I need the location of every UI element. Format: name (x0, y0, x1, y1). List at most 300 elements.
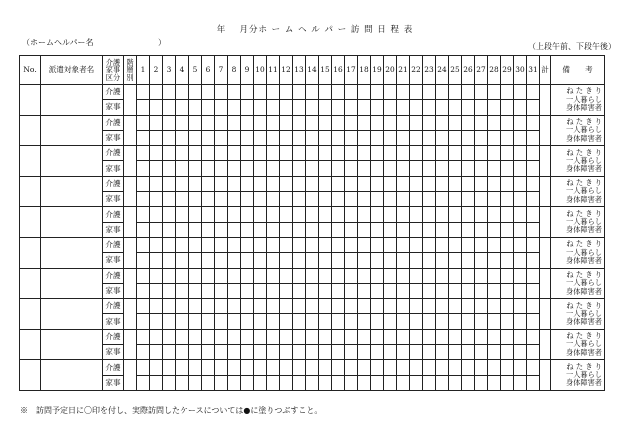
day-cell-am[interactable] (410, 299, 423, 314)
day-cell-am[interactable] (202, 176, 215, 191)
day-cell-pm[interactable] (501, 222, 514, 237)
day-cell-am[interactable] (319, 146, 332, 161)
day-cell-pm[interactable] (280, 283, 293, 298)
day-cell-pm[interactable] (137, 375, 150, 390)
gender-cell[interactable] (124, 85, 137, 116)
day-cell-am[interactable] (189, 207, 202, 222)
day-cell-pm[interactable] (527, 222, 540, 237)
day-cell-pm[interactable] (449, 283, 462, 298)
day-cell-pm[interactable] (436, 222, 449, 237)
day-cell-am[interactable] (436, 237, 449, 252)
day-cell-am[interactable] (410, 237, 423, 252)
day-cell-pm[interactable] (241, 192, 254, 207)
day-cell-pm[interactable] (254, 314, 267, 329)
day-cell-pm[interactable] (397, 345, 410, 360)
day-cell-am[interactable] (488, 207, 501, 222)
day-cell-am[interactable] (410, 207, 423, 222)
day-cell-pm[interactable] (202, 161, 215, 176)
day-cell-am[interactable] (488, 237, 501, 252)
day-cell-am[interactable] (449, 329, 462, 344)
day-cell-pm[interactable] (475, 345, 488, 360)
day-cell-pm[interactable] (423, 253, 436, 268)
day-cell-pm[interactable] (436, 161, 449, 176)
day-cell-pm[interactable] (488, 100, 501, 115)
day-cell-pm[interactable] (189, 314, 202, 329)
day-cell-am[interactable] (189, 115, 202, 130)
day-cell-pm[interactable] (501, 345, 514, 360)
day-cell-pm[interactable] (267, 253, 280, 268)
day-cell-am[interactable] (215, 115, 228, 130)
day-cell-pm[interactable] (384, 314, 397, 329)
day-cell-am[interactable] (475, 268, 488, 283)
day-cell-pm[interactable] (462, 283, 475, 298)
day-cell-am[interactable] (475, 176, 488, 191)
day-cell-am[interactable] (358, 85, 371, 100)
day-cell-am[interactable] (163, 85, 176, 100)
day-cell-am[interactable] (332, 146, 345, 161)
day-cell-am[interactable] (267, 115, 280, 130)
day-cell-am[interactable] (163, 115, 176, 130)
day-cell-am[interactable] (319, 207, 332, 222)
day-cell-am[interactable] (384, 85, 397, 100)
day-cell-pm[interactable] (241, 222, 254, 237)
day-cell-am[interactable] (345, 329, 358, 344)
day-cell-am[interactable] (501, 329, 514, 344)
day-cell-pm[interactable] (202, 222, 215, 237)
day-cell-am[interactable] (137, 115, 150, 130)
day-cell-pm[interactable] (397, 314, 410, 329)
day-cell-pm[interactable] (371, 222, 384, 237)
day-cell-am[interactable] (358, 207, 371, 222)
day-cell-pm[interactable] (189, 100, 202, 115)
day-cell-am[interactable] (462, 115, 475, 130)
day-cell-pm[interactable] (501, 283, 514, 298)
day-cell-pm[interactable] (137, 161, 150, 176)
day-cell-pm[interactable] (254, 222, 267, 237)
day-cell-am[interactable] (202, 299, 215, 314)
day-cell-pm[interactable] (410, 314, 423, 329)
day-cell-am[interactable] (267, 299, 280, 314)
day-cell-am[interactable] (150, 176, 163, 191)
day-cell-am[interactable] (488, 115, 501, 130)
day-cell-am[interactable] (423, 207, 436, 222)
day-cell-pm[interactable] (267, 192, 280, 207)
day-cell-pm[interactable] (475, 253, 488, 268)
day-cell-pm[interactable] (397, 161, 410, 176)
total-cell[interactable] (540, 360, 551, 391)
day-cell-pm[interactable] (293, 192, 306, 207)
day-cell-am[interactable] (267, 176, 280, 191)
day-cell-am[interactable] (241, 85, 254, 100)
day-cell-pm[interactable] (514, 375, 527, 390)
day-cell-am[interactable] (306, 85, 319, 100)
day-cell-am[interactable] (345, 207, 358, 222)
day-cell-pm[interactable] (423, 345, 436, 360)
day-cell-pm[interactable] (254, 253, 267, 268)
gender-cell[interactable] (124, 207, 137, 238)
day-cell-pm[interactable] (267, 314, 280, 329)
day-cell-pm[interactable] (137, 314, 150, 329)
day-cell-am[interactable] (358, 237, 371, 252)
day-cell-am[interactable] (436, 299, 449, 314)
day-cell-pm[interactable] (306, 283, 319, 298)
day-cell-am[interactable] (280, 268, 293, 283)
day-cell-am[interactable] (514, 146, 527, 161)
day-cell-am[interactable] (410, 268, 423, 283)
day-cell-pm[interactable] (358, 345, 371, 360)
day-cell-am[interactable] (241, 115, 254, 130)
day-cell-pm[interactable] (267, 375, 280, 390)
day-cell-am[interactable] (410, 85, 423, 100)
day-cell-pm[interactable] (254, 100, 267, 115)
day-cell-pm[interactable] (449, 345, 462, 360)
day-cell-pm[interactable] (150, 375, 163, 390)
day-cell-pm[interactable] (228, 161, 241, 176)
day-cell-pm[interactable] (150, 283, 163, 298)
day-cell-am[interactable] (202, 207, 215, 222)
day-cell-am[interactable] (345, 115, 358, 130)
day-cell-am[interactable] (293, 268, 306, 283)
day-cell-pm[interactable] (228, 100, 241, 115)
day-cell-am[interactable] (241, 329, 254, 344)
day-cell-pm[interactable] (228, 345, 241, 360)
day-cell-pm[interactable] (423, 375, 436, 390)
day-cell-pm[interactable] (254, 345, 267, 360)
day-cell-pm[interactable] (462, 130, 475, 145)
day-cell-pm[interactable] (215, 222, 228, 237)
day-cell-am[interactable] (501, 268, 514, 283)
day-cell-pm[interactable] (410, 161, 423, 176)
day-cell-pm[interactable] (501, 375, 514, 390)
day-cell-pm[interactable] (306, 345, 319, 360)
day-cell-am[interactable] (514, 360, 527, 375)
day-cell-am[interactable] (488, 329, 501, 344)
day-cell-am[interactable] (462, 85, 475, 100)
day-cell-am[interactable] (293, 329, 306, 344)
day-cell-pm[interactable] (254, 161, 267, 176)
row-no-cell[interactable] (20, 237, 41, 268)
day-cell-pm[interactable] (332, 100, 345, 115)
day-cell-am[interactable] (280, 146, 293, 161)
day-cell-am[interactable] (527, 176, 540, 191)
day-cell-am[interactable] (241, 207, 254, 222)
day-cell-pm[interactable] (488, 161, 501, 176)
day-cell-pm[interactable] (319, 314, 332, 329)
day-cell-pm[interactable] (332, 314, 345, 329)
day-cell-pm[interactable] (202, 130, 215, 145)
day-cell-am[interactable] (176, 85, 189, 100)
day-cell-pm[interactable] (306, 375, 319, 390)
client-name-cell[interactable] (41, 329, 103, 360)
day-cell-pm[interactable] (202, 345, 215, 360)
day-cell-am[interactable] (410, 360, 423, 375)
day-cell-am[interactable] (358, 176, 371, 191)
day-cell-pm[interactable] (280, 314, 293, 329)
day-cell-pm[interactable] (267, 222, 280, 237)
day-cell-pm[interactable] (397, 253, 410, 268)
day-cell-am[interactable] (371, 237, 384, 252)
day-cell-am[interactable] (501, 207, 514, 222)
day-cell-pm[interactable] (501, 314, 514, 329)
day-cell-pm[interactable] (319, 375, 332, 390)
gender-cell[interactable] (124, 329, 137, 360)
day-cell-pm[interactable] (410, 375, 423, 390)
day-cell-pm[interactable] (332, 161, 345, 176)
day-cell-pm[interactable] (449, 222, 462, 237)
day-cell-am[interactable] (150, 207, 163, 222)
day-cell-pm[interactable] (371, 345, 384, 360)
day-cell-pm[interactable] (176, 161, 189, 176)
day-cell-am[interactable] (462, 299, 475, 314)
day-cell-am[interactable] (215, 207, 228, 222)
day-cell-pm[interactable] (176, 283, 189, 298)
day-cell-pm[interactable] (384, 161, 397, 176)
day-cell-pm[interactable] (345, 161, 358, 176)
day-cell-pm[interactable] (449, 100, 462, 115)
day-cell-pm[interactable] (241, 375, 254, 390)
day-cell-am[interactable] (514, 237, 527, 252)
day-cell-am[interactable] (280, 360, 293, 375)
day-cell-pm[interactable] (384, 253, 397, 268)
day-cell-pm[interactable] (345, 130, 358, 145)
day-cell-pm[interactable] (280, 345, 293, 360)
day-cell-am[interactable] (202, 329, 215, 344)
day-cell-am[interactable] (501, 176, 514, 191)
day-cell-pm[interactable] (189, 283, 202, 298)
day-cell-am[interactable] (449, 85, 462, 100)
day-cell-pm[interactable] (215, 192, 228, 207)
day-cell-pm[interactable] (150, 100, 163, 115)
day-cell-pm[interactable] (176, 345, 189, 360)
day-cell-pm[interactable] (280, 253, 293, 268)
total-cell[interactable] (540, 146, 551, 177)
total-cell[interactable] (540, 237, 551, 268)
day-cell-am[interactable] (488, 268, 501, 283)
day-cell-am[interactable] (254, 146, 267, 161)
day-cell-am[interactable] (137, 268, 150, 283)
day-cell-pm[interactable] (371, 375, 384, 390)
day-cell-am[interactable] (332, 268, 345, 283)
day-cell-am[interactable] (150, 329, 163, 344)
day-cell-pm[interactable] (527, 253, 540, 268)
day-cell-am[interactable] (306, 176, 319, 191)
day-cell-pm[interactable] (215, 345, 228, 360)
day-cell-pm[interactable] (371, 192, 384, 207)
day-cell-am[interactable] (423, 360, 436, 375)
day-cell-pm[interactable] (514, 100, 527, 115)
day-cell-am[interactable] (202, 360, 215, 375)
day-cell-pm[interactable] (163, 192, 176, 207)
day-cell-am[interactable] (397, 115, 410, 130)
day-cell-am[interactable] (176, 329, 189, 344)
day-cell-am[interactable] (384, 299, 397, 314)
day-cell-pm[interactable] (306, 192, 319, 207)
day-cell-am[interactable] (254, 268, 267, 283)
day-cell-pm[interactable] (215, 314, 228, 329)
day-cell-pm[interactable] (267, 130, 280, 145)
day-cell-am[interactable] (475, 207, 488, 222)
day-cell-pm[interactable] (397, 100, 410, 115)
day-cell-am[interactable] (332, 360, 345, 375)
day-cell-am[interactable] (293, 360, 306, 375)
day-cell-am[interactable] (449, 207, 462, 222)
day-cell-am[interactable] (306, 329, 319, 344)
day-cell-am[interactable] (423, 268, 436, 283)
day-cell-am[interactable] (514, 207, 527, 222)
day-cell-am[interactable] (332, 176, 345, 191)
day-cell-pm[interactable] (475, 222, 488, 237)
day-cell-pm[interactable] (475, 283, 488, 298)
day-cell-pm[interactable] (449, 375, 462, 390)
day-cell-am[interactable] (462, 360, 475, 375)
client-name-cell[interactable] (41, 360, 103, 391)
day-cell-am[interactable] (397, 360, 410, 375)
day-cell-am[interactable] (306, 237, 319, 252)
day-cell-pm[interactable] (176, 100, 189, 115)
day-cell-pm[interactable] (527, 314, 540, 329)
day-cell-am[interactable] (150, 85, 163, 100)
client-name-cell[interactable] (41, 176, 103, 207)
day-cell-am[interactable] (371, 268, 384, 283)
day-cell-pm[interactable] (384, 192, 397, 207)
day-cell-pm[interactable] (254, 375, 267, 390)
day-cell-am[interactable] (163, 329, 176, 344)
day-cell-pm[interactable] (501, 192, 514, 207)
day-cell-pm[interactable] (527, 192, 540, 207)
day-cell-pm[interactable] (254, 192, 267, 207)
day-cell-pm[interactable] (319, 192, 332, 207)
day-cell-pm[interactable] (345, 100, 358, 115)
day-cell-am[interactable] (436, 115, 449, 130)
gender-cell[interactable] (124, 268, 137, 299)
day-cell-am[interactable] (488, 360, 501, 375)
day-cell-pm[interactable] (332, 222, 345, 237)
day-cell-pm[interactable] (423, 283, 436, 298)
day-cell-am[interactable] (137, 360, 150, 375)
total-cell[interactable] (540, 115, 551, 146)
day-cell-pm[interactable] (306, 314, 319, 329)
day-cell-pm[interactable] (163, 314, 176, 329)
day-cell-pm[interactable] (215, 283, 228, 298)
day-cell-am[interactable] (293, 176, 306, 191)
day-cell-am[interactable] (423, 237, 436, 252)
day-cell-am[interactable] (449, 115, 462, 130)
day-cell-pm[interactable] (384, 345, 397, 360)
day-cell-pm[interactable] (397, 130, 410, 145)
day-cell-pm[interactable] (527, 100, 540, 115)
day-cell-am[interactable] (462, 329, 475, 344)
day-cell-am[interactable] (358, 146, 371, 161)
day-cell-am[interactable] (189, 329, 202, 344)
day-cell-am[interactable] (228, 207, 241, 222)
day-cell-am[interactable] (254, 299, 267, 314)
day-cell-pm[interactable] (332, 375, 345, 390)
day-cell-am[interactable] (332, 329, 345, 344)
day-cell-pm[interactable] (488, 375, 501, 390)
total-cell[interactable] (540, 85, 551, 116)
day-cell-am[interactable] (215, 299, 228, 314)
day-cell-am[interactable] (527, 146, 540, 161)
day-cell-am[interactable] (527, 299, 540, 314)
day-cell-am[interactable] (254, 115, 267, 130)
day-cell-am[interactable] (228, 299, 241, 314)
total-cell[interactable] (540, 176, 551, 207)
day-cell-am[interactable] (475, 115, 488, 130)
day-cell-am[interactable] (449, 176, 462, 191)
day-cell-pm[interactable] (202, 314, 215, 329)
day-cell-pm[interactable] (371, 130, 384, 145)
day-cell-pm[interactable] (488, 253, 501, 268)
day-cell-pm[interactable] (488, 283, 501, 298)
day-cell-pm[interactable] (306, 100, 319, 115)
day-cell-pm[interactable] (176, 314, 189, 329)
day-cell-am[interactable] (215, 176, 228, 191)
day-cell-am[interactable] (306, 360, 319, 375)
day-cell-am[interactable] (449, 146, 462, 161)
day-cell-am[interactable] (163, 207, 176, 222)
day-cell-pm[interactable] (150, 222, 163, 237)
day-cell-am[interactable] (215, 329, 228, 344)
day-cell-am[interactable] (254, 237, 267, 252)
day-cell-pm[interactable] (137, 253, 150, 268)
day-cell-pm[interactable] (462, 345, 475, 360)
row-no-cell[interactable] (20, 299, 41, 330)
day-cell-pm[interactable] (501, 130, 514, 145)
day-cell-pm[interactable] (241, 253, 254, 268)
day-cell-pm[interactable] (150, 253, 163, 268)
day-cell-am[interactable] (514, 268, 527, 283)
day-cell-pm[interactable] (202, 283, 215, 298)
day-cell-am[interactable] (449, 360, 462, 375)
day-cell-pm[interactable] (462, 314, 475, 329)
day-cell-am[interactable] (267, 146, 280, 161)
day-cell-pm[interactable] (436, 253, 449, 268)
day-cell-am[interactable] (462, 176, 475, 191)
day-cell-pm[interactable] (397, 192, 410, 207)
day-cell-pm[interactable] (449, 130, 462, 145)
day-cell-am[interactable] (189, 299, 202, 314)
day-cell-pm[interactable] (280, 130, 293, 145)
day-cell-am[interactable] (176, 115, 189, 130)
day-cell-pm[interactable] (410, 283, 423, 298)
day-cell-am[interactable] (189, 85, 202, 100)
day-cell-pm[interactable] (319, 283, 332, 298)
day-cell-am[interactable] (137, 85, 150, 100)
day-cell-am[interactable] (436, 85, 449, 100)
day-cell-pm[interactable] (189, 130, 202, 145)
day-cell-am[interactable] (176, 207, 189, 222)
day-cell-am[interactable] (319, 85, 332, 100)
day-cell-pm[interactable] (397, 375, 410, 390)
day-cell-am[interactable] (501, 85, 514, 100)
day-cell-am[interactable] (384, 207, 397, 222)
day-cell-pm[interactable] (267, 100, 280, 115)
day-cell-am[interactable] (319, 299, 332, 314)
day-cell-am[interactable] (384, 329, 397, 344)
day-cell-pm[interactable] (163, 375, 176, 390)
day-cell-pm[interactable] (345, 314, 358, 329)
day-cell-am[interactable] (436, 268, 449, 283)
day-cell-am[interactable] (514, 329, 527, 344)
row-no-cell[interactable] (20, 146, 41, 177)
day-cell-am[interactable] (241, 299, 254, 314)
day-cell-am[interactable] (475, 146, 488, 161)
day-cell-pm[interactable] (358, 100, 371, 115)
day-cell-pm[interactable] (293, 314, 306, 329)
day-cell-pm[interactable] (475, 314, 488, 329)
day-cell-pm[interactable] (501, 253, 514, 268)
day-cell-pm[interactable] (514, 192, 527, 207)
